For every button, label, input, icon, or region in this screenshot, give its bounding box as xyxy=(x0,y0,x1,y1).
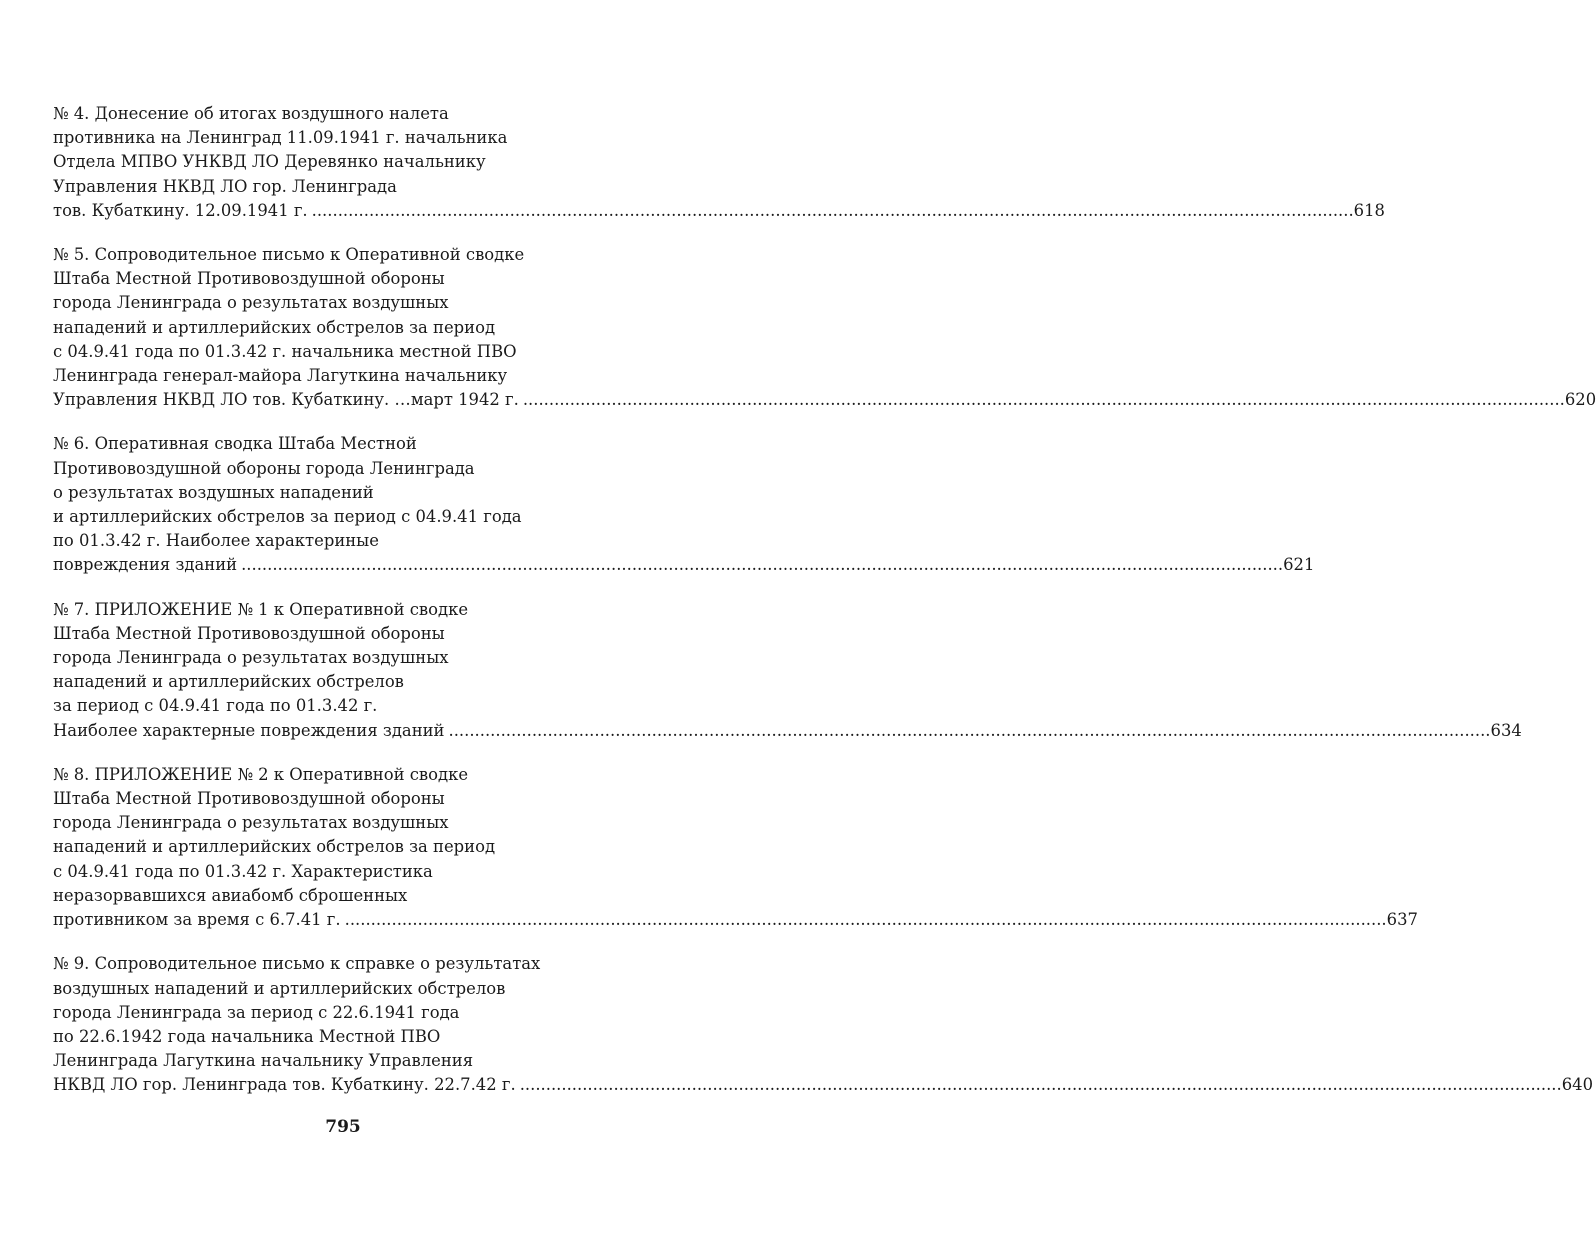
dot-leader: ........................................................................................................................................................................................................ xyxy=(522,390,1565,410)
entry-line: и артиллерийских обстрелов за период с 04.9.41 года xyxy=(53,507,522,527)
entry-line: противника на Ленинград 11.09.1941 г. начальника xyxy=(53,128,508,148)
entry-line: № 6. Оперативная сводка Штаба Местной xyxy=(53,434,417,454)
entry-last-line xyxy=(53,1073,1594,1097)
page-number: 634 xyxy=(1490,720,1522,740)
page-number: 620 xyxy=(1564,390,1596,410)
toc-entry xyxy=(53,598,1522,743)
entry-line: Штаба Местной Противовоздушной обороны xyxy=(53,789,445,809)
dot-leader: ........................................................................................................................................................................................................ xyxy=(344,910,1387,930)
entry-line: Управления НКВД ЛО гор. Ленинграда xyxy=(53,176,397,196)
page-number: 640 xyxy=(1561,1075,1594,1095)
entry-line: № 4. Донесение об итогах воздушного налета xyxy=(53,104,449,123)
entry-line: города Ленинграда за период с 22.6.1941 года xyxy=(53,1002,460,1022)
entry-line: тов. Кубаткину. 12.09.1941 г. xyxy=(53,200,308,220)
dot-leader: ........................................................................................................................................................................................................ xyxy=(311,200,1354,220)
entry-line: Противовоздушной обороны города Ленинграда xyxy=(53,458,475,478)
entry-line: № 7. ПРИЛОЖЕНИЕ № 1 к Оперативной сводке xyxy=(53,599,469,619)
dot-leader: ........................................................................................................................................................................................................ xyxy=(241,555,1284,575)
entry-line: с 04.9.41 года по 01.3.42 г. Характеристика xyxy=(53,861,433,881)
entry-line: Управления НКВД ЛО тов. Кубаткину. …март 1942 г. xyxy=(53,390,519,410)
entry-line: по 01.3.42 г. Наиболее характериные xyxy=(53,531,379,551)
entry-line: Штаба Местной Противовоздушной обороны xyxy=(53,269,445,289)
entry-line: Ленинграда Лагуткина начальнику Управления xyxy=(53,1051,474,1071)
entry-line: о результатах воздушных нападений xyxy=(53,482,374,502)
entry-line: Ленинграда генерал-майора Лагуткина начальнику xyxy=(53,366,508,386)
entry-last-line xyxy=(53,908,1418,932)
entry-line: нападений и артиллерийских обстрелов за период xyxy=(53,317,496,337)
entry-line: за период с 04.9.41 года по 01.3.42 г. xyxy=(53,696,378,716)
toc-entry xyxy=(53,102,1385,223)
page-number: 637 xyxy=(1386,910,1418,930)
dot-leader: ........................................................................................................................................................................................................ xyxy=(448,720,1491,740)
entry-line: неразорвавшихся авиабомб сброшенных xyxy=(53,885,408,905)
entry-last-line xyxy=(53,553,1315,577)
toc-entry xyxy=(53,763,1418,932)
page-number: 621 xyxy=(1283,555,1315,575)
toc-entry xyxy=(53,432,1315,577)
table-of-contents xyxy=(53,102,1596,1118)
entry-line: по 22.6.1942 года начальника Местной ПВО xyxy=(53,1026,441,1046)
page-number: 618 xyxy=(1353,200,1385,220)
page-folio: 795 xyxy=(325,1117,361,1137)
entry-line: города Ленинграда о результатах воздушных xyxy=(53,648,449,668)
entry-last-line xyxy=(53,199,1385,223)
entry-line: № 8. ПРИЛОЖЕНИЕ № 2 к Оперативной сводке xyxy=(53,764,469,784)
entry-last-line xyxy=(53,388,1596,412)
entry-line: повреждения зданий xyxy=(53,555,238,575)
toc-entry xyxy=(53,952,1594,1097)
entry-last-line xyxy=(53,719,1522,743)
entry-line: № 5. Сопроводительное письмо к Оперативной сводке xyxy=(53,245,525,265)
entry-line: № 9. Сопроводительное письмо к справке о результатах xyxy=(53,954,541,974)
entry-line: Наиболее характерные повреждения зданий xyxy=(53,720,445,740)
entry-line: нападений и артиллерийских обстрелов за период xyxy=(53,837,496,857)
dot-leader: ........................................................................................................................................................................................................ xyxy=(519,1075,1562,1095)
entry-line: воздушных нападений и артиллерийских обстрелов xyxy=(53,978,506,998)
entry-line: с 04.9.41 года по 01.3.42 г. начальника местной ПВО xyxy=(53,341,517,361)
entry-line: города Ленинграда о результатах воздушных xyxy=(53,293,449,313)
entry-line: НКВД ЛО гор. Ленинграда тов. Кубаткину. 22.7.42 г. xyxy=(53,1075,516,1095)
entry-line: противником за время с 6.7.41 г. xyxy=(53,910,341,930)
entry-line: нападений и артиллерийских обстрелов xyxy=(53,672,404,692)
entry-line: города Ленинграда о результатах воздушных xyxy=(53,813,449,833)
entry-line: Штаба Местной Противовоздушной обороны xyxy=(53,623,445,643)
entry-line: Отдела МПВО УНКВД ЛО Деревянко начальнику xyxy=(53,152,486,172)
toc-entry xyxy=(53,243,1596,412)
